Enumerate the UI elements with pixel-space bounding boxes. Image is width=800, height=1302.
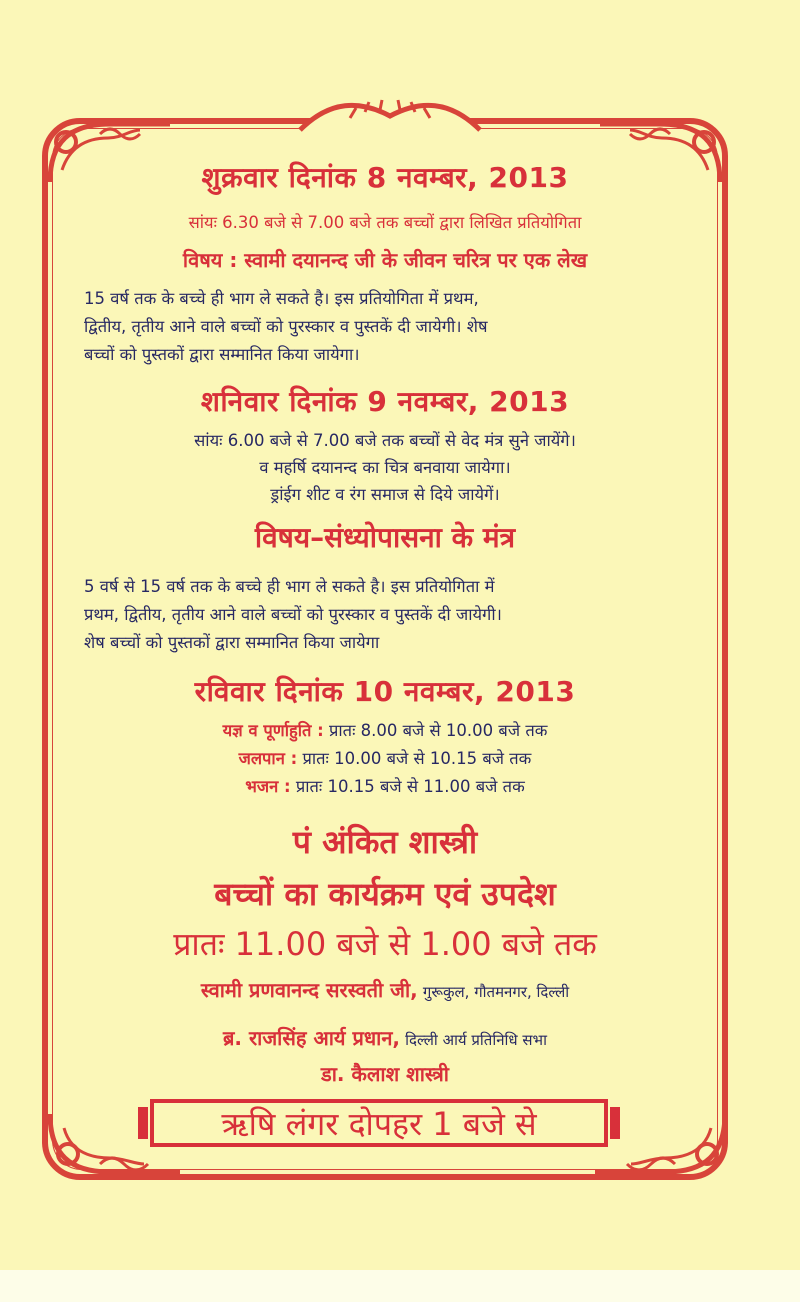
guest-1-place: गुरूकुल, गौतमनगर, दिल्ली [422, 983, 570, 1001]
saturday-para-line-2: प्रथम, द्वितीय, तृतीय आने वाले बच्चों को पुरस्कार व पुस्तकें दी जायेगी। [84, 605, 502, 624]
sunday-jalpan-row [60, 746, 710, 769]
saturday-line-2: व महर्षि दयानन्द का चित्र बनवाया जायेगा। [259, 458, 511, 477]
guest-2-name: ब्र. राजसिंह आर्य प्रधान, [223, 1026, 401, 1050]
yajna-time: प्रातः 8.00 बजे से 10.00 बजे तक [329, 721, 548, 740]
friday-topic: विषय : स्वामी दयानन्द जी के जीवन चरित्र पर एक लेख [182, 248, 588, 272]
friday-para-line-3: बच्चों को पुस्तकों द्वारा सम्मानित किया जायेगा। [84, 345, 360, 364]
friday-time-line: सांयः 6.30 बजे से 7.00 बजे तक बच्चों द्वारा लिखित प्रतियोगिता [188, 213, 582, 232]
scan-bottom-edge [0, 1270, 800, 1302]
speaker-name: पं अंकित शास्त्री [292, 823, 478, 861]
guest-2-row [60, 1024, 710, 1051]
jalpan-time: प्रातः 10.00 बजे से 10.15 बजे तक [302, 749, 532, 768]
saturday-topic: विषय–संध्योपासना के मंत्र [254, 521, 516, 554]
top-center-ornament-icon [290, 96, 490, 136]
saturday-line-3: ड्रांईग शीट व रंग समाज से दिये जायेगें। [270, 485, 500, 504]
bhajan-time: प्रातः 10.15 बजे से 11.00 बजे तक [295, 777, 525, 796]
rishi-langar-text: ऋषि लंगर दोपहर 1 बजे से [221, 1104, 537, 1143]
yajna-label: यज्ञ व पूर्णाहुति : [222, 721, 324, 740]
saturday-line-1: सांयः 6.00 बजे से 7.00 बजे तक बच्चों से वेद मंत्र सुने जायेंगे। [194, 431, 576, 450]
friday-heading: शुक्रवार दिनांक 8 नवम्बर, 2013 [201, 161, 569, 194]
friday-para-line-1: 15 वर्ष तक के बच्चे ही भाग ले सकते है। इस प्रतियोगिता में प्रथम, [84, 289, 479, 308]
bhajan-label: भजन : [245, 777, 291, 796]
speaker-time: प्रातः 11.00 बजे से 1.00 बजे तक [173, 925, 597, 963]
jalpan-label: जलपान : [238, 749, 298, 768]
friday-para-line-2: द्वितीय, तृतीय आने वाले बच्चों को पुरस्कार व पुस्तकें दी जायेगी। शेष [84, 317, 488, 336]
guest-1-row [60, 976, 710, 1003]
rishi-langar-box [150, 1099, 608, 1147]
sunday-heading: रविवार दिनांक 10 नवम्बर, 2013 [194, 675, 576, 708]
guest-1-name: स्वामी प्रणवानन्द सरस्वती जी, [200, 978, 418, 1002]
saturday-para-line-1: 5 वर्ष से 15 वर्ष तक के बच्चे ही भाग ले सकते है। इस प्रतियोगिता में [84, 577, 495, 596]
guest-3-name: डा. कैलाश शास्त्री [321, 1062, 449, 1086]
sunday-bhajan-row [60, 774, 710, 797]
guest-2-place: दिल्ली आर्य प्रतिनिधि सभा [405, 1031, 547, 1049]
saturday-heading: शनिवार दिनांक 9 नवम्बर, 2013 [200, 385, 570, 418]
saturday-para-line-3: शेष बच्चों को पुस्तकों द्वारा सम्मानित किया जायेगा [84, 633, 380, 652]
sunday-yajna-row [60, 718, 710, 741]
speaker-program: बच्चों का कार्यक्रम एवं उपदेश [214, 875, 556, 913]
